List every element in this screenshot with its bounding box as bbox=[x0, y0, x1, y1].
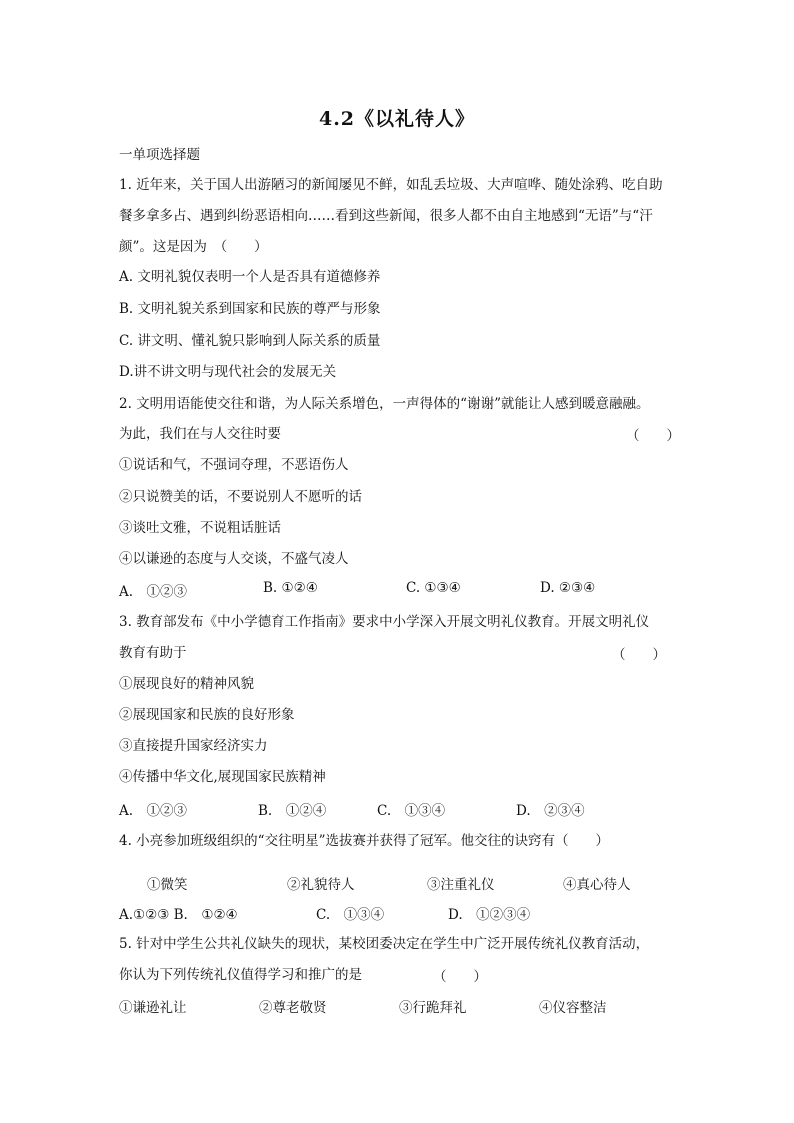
q5-item-2: ②尊老敬贤 bbox=[259, 1000, 327, 1016]
q4-item-2: ②礼貌待人 bbox=[287, 877, 355, 893]
q2-answer-blank: （ ） bbox=[626, 428, 680, 444]
q3-stem-line1: 3. 教育部发布《中小学德育工作指南》要求中小学深入开展文明礼仪教育。开展文明礼仪 bbox=[119, 614, 650, 630]
q4-stem: 4. 小亮参加班级组织的“交往明星”选拔赛并获得了冠军。他交往的诀窍有（ ） bbox=[119, 833, 609, 849]
q3-option-a[interactable]: A. ①②③ bbox=[119, 803, 188, 819]
q2-option-d[interactable]: D. ②③④ bbox=[540, 580, 596, 596]
q4-option-d[interactable]: D. ①②③④ bbox=[448, 907, 531, 923]
q5-item-3: ③行跪拜礼 bbox=[399, 1000, 467, 1016]
q3-item-1: ①展现良好的精神风貌 bbox=[119, 676, 254, 692]
q3-stem-line2: 教育有助于 bbox=[119, 645, 187, 661]
q2-item-4: ④以谦逊的态度与人交谈，不盛气凌人 bbox=[119, 551, 349, 567]
q2-stem-line2: 为此，我们在与人交往时要 bbox=[119, 426, 281, 442]
q2-item-1: ①说话和气，不强词夺理，不恶语伤人 bbox=[119, 457, 349, 473]
q5-answer-blank: （ ） bbox=[433, 969, 487, 985]
q2-item-3: ③谈吐文雅，不说粗话脏话 bbox=[119, 520, 281, 536]
q3-option-d[interactable]: D. ②③④ bbox=[516, 803, 585, 819]
q5-stem-line2: 你认为下列传统礼仪值得学习和推广的是 bbox=[119, 967, 362, 983]
q2-option-c[interactable]: C. ①③④ bbox=[406, 580, 461, 596]
q4-item-4: ④真心待人 bbox=[563, 877, 631, 893]
q5-stem-line1: 5. 针对中学生公共礼仪缺失的现状，某校团委决定在学生中广泛开展传统礼仪教育活动， bbox=[119, 936, 650, 952]
q4-option-c[interactable]: C. ①③④ bbox=[316, 907, 385, 923]
q4-item-3: ③注重礼仪 bbox=[427, 877, 495, 893]
q2-option-b[interactable]: B. ①②④ bbox=[263, 580, 318, 596]
q4-item-1: ①微笑 bbox=[147, 877, 188, 893]
q2-option-a[interactable]: A. ①②③ bbox=[119, 584, 188, 600]
q1-option-a[interactable]: A. 文明礼貌仅表明一个人是否具有道德修养 bbox=[119, 269, 381, 285]
q1-option-b[interactable]: B. 文明礼貌关系到国家和民族的尊严与形象 bbox=[119, 301, 381, 317]
q3-item-2: ②展现国家和民族的良好形象 bbox=[119, 707, 295, 723]
page-title: 4.2《以礼待人》 bbox=[318, 108, 476, 130]
q3-item-3: ③直接提升国家经济实力 bbox=[119, 738, 268, 754]
q5-item-1: ①谦逊礼让 bbox=[119, 1000, 187, 1016]
q3-answer-blank: （ ） bbox=[612, 647, 666, 663]
q1-option-c[interactable]: C. 讲文明、懂礼貌只影响到人际关系的质量 bbox=[119, 333, 381, 349]
q4-option-ab[interactable]: A.①②③ B. ①②④ bbox=[119, 907, 238, 923]
section-heading: 一单项选择题 bbox=[119, 147, 200, 163]
q2-item-2: ②只说赞美的话，不要说别人不愿听的话 bbox=[119, 489, 362, 505]
q1-stem: 1. 近年来，关于国人出游陋习的新闻屡见不鲜，如乱丢垃圾、大声喧哗、随处涂鸦、吃自助餐多拿多占、遇到纠纷恶语相向……看到这些新闻，很多人都不由自主地感到“无语”与“汗颜”。这是因为 （ ） bbox=[119, 177, 663, 255]
q3-option-c[interactable]: C. ①③④ bbox=[377, 803, 446, 819]
q3-option-b[interactable]: B. ①②④ bbox=[258, 803, 327, 819]
q2-stem-line1: 2. 文明用语能使交往和谐，为人际关系增色，一声得体的“谢谢”就能让人感到暖意融融。 bbox=[119, 396, 650, 412]
q5-item-4: ④仪容整洁 bbox=[539, 1000, 607, 1016]
q1-option-d[interactable]: D.讲不讲文明与现代社会的发展无关 bbox=[119, 364, 337, 380]
q3-item-4: ④传播中华文化,展现国家民族精神 bbox=[119, 769, 326, 785]
